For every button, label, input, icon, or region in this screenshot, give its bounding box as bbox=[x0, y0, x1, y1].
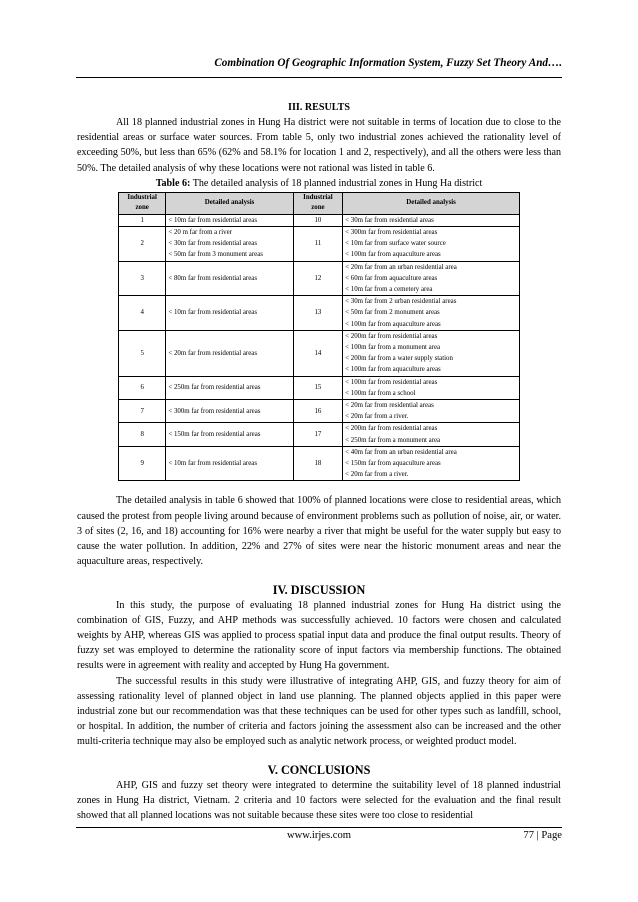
detail-line: < 20m far from residential areas bbox=[168, 349, 258, 357]
conclusions-paragraph: AHP, GIS and fuzzy set theory were integrated to determine the suitability level of 18 planned industrial zones in Hung Ha district, Vietnam. 2 criteria and 10 factors were selected for the evaluation and the final result showed that all planned locations was not suitable because these sites were too close to residential bbox=[77, 779, 561, 821]
detail-line: < 10m far from surface water source bbox=[345, 240, 446, 248]
detail-line: < 20 m far from a river bbox=[168, 229, 232, 237]
detail-line: < 100m far from aquaculture areas bbox=[345, 251, 441, 259]
table-row bbox=[119, 227, 520, 262]
detail-line: < 200m far from a water supply station bbox=[345, 355, 453, 363]
zone-number-left: 1 bbox=[119, 214, 166, 226]
table-row bbox=[119, 296, 520, 331]
detail-line: < 30m far from 2 urban residential areas bbox=[345, 298, 457, 306]
table-row bbox=[119, 261, 520, 296]
detail-line: < 20m far from a river. bbox=[345, 471, 409, 479]
detail-cell-left bbox=[166, 296, 293, 331]
zone-number-left: 6 bbox=[119, 376, 166, 399]
detail-line: < 10m far from a cemetery area bbox=[345, 286, 433, 294]
detail-cell-right bbox=[343, 330, 520, 376]
table-row bbox=[119, 423, 520, 446]
col-header-analysis-left: Detailed analysis bbox=[166, 192, 293, 214]
zone-number-right: 10 bbox=[293, 214, 342, 226]
discussion-paragraph-1: In this study, the purpose of evaluating 18 planned industrial zones for Hung Ha district using the combination of GIS, Fuzzy, and AHP methods was successfully achieved. 10 factors were chosen and calculated weights by AHP, whereas GIS was applied to process spatial input data and produce the final output results. Theory of fuzzy set was employed to determine the rationality score of input factors via membership functions. The obtained results were in agreement with reality and accepted by Hung Ha government. bbox=[77, 599, 561, 672]
detail-line: < 30m far from residential areas bbox=[345, 216, 434, 224]
zone-number-right: 14 bbox=[293, 330, 342, 376]
table-caption-label: Table 6: bbox=[155, 177, 191, 189]
detail-line: < 150m far from aquaculture areas bbox=[345, 460, 441, 468]
detail-line: < 50m far from 3 monument areas bbox=[168, 251, 263, 259]
detail-line: < 60m far from aquaculture areas bbox=[345, 274, 438, 282]
detail-line: < 80m far from residential areas bbox=[168, 274, 258, 282]
detail-line: < 10m far from residential areas bbox=[168, 460, 258, 468]
detail-line: < 30m far from residential areas bbox=[168, 240, 258, 248]
detail-line: < 50m far from 2 monument areas bbox=[345, 309, 440, 317]
detail-cell-right bbox=[343, 227, 520, 262]
detail-line: < 300m far from residential areas bbox=[168, 407, 261, 415]
detail-line: < 100m far from aquaculture areas bbox=[345, 366, 441, 374]
detail-cell-right bbox=[343, 376, 520, 399]
detail-line: < 250m far from a monument area bbox=[345, 436, 441, 444]
zone-number-right: 13 bbox=[293, 296, 342, 331]
running-header bbox=[76, 57, 562, 78]
detail-cell-right bbox=[343, 261, 520, 296]
detail-cell-left bbox=[166, 446, 293, 481]
table-header-row bbox=[119, 192, 520, 214]
detail-cell-right bbox=[343, 400, 520, 423]
table-row bbox=[119, 446, 520, 481]
detail-line: < 20m far from a river. bbox=[345, 413, 409, 421]
zone-number-right: 15 bbox=[293, 376, 342, 399]
col-header-zone-left: Industrial zone bbox=[119, 192, 166, 214]
detail-line: < 100m far from a monument area bbox=[345, 344, 441, 352]
zone-number-left: 8 bbox=[119, 423, 166, 446]
zone-number-right: 11 bbox=[293, 227, 342, 262]
detail-line: < 200m far from residential areas bbox=[345, 332, 438, 340]
detail-cell-right bbox=[343, 296, 520, 331]
table-caption-text: The detailed analysis of 18 planned industrial zones in Hung Ha district bbox=[192, 177, 483, 189]
detail-line: < 150m far from residential areas bbox=[168, 431, 261, 439]
discussion-paragraph-2: The successful results in this study were illustrative of integrating AHP, GIS, and fuzzy theory for aim of assessing rationality level of planned object in land use planning. The planned objects applied in this paper were industrial zone but our recommendation was that these techniques can be used for other types such as landfill, school, or hospital. In addition, the number of criteria and factors joining the assessment also can be increased and the other multi-criteria technique may also be employed such as analytic network process, or weighted product model. bbox=[77, 675, 561, 748]
zone-number-left: 7 bbox=[119, 400, 166, 423]
zone-number-right: 12 bbox=[293, 261, 342, 296]
page-footer bbox=[76, 827, 562, 844]
zone-number-right: 17 bbox=[293, 423, 342, 446]
table-row bbox=[119, 376, 520, 399]
detail-line: < 10m far from residential areas bbox=[168, 309, 258, 317]
analysis-table bbox=[118, 192, 520, 482]
col-header-zone-right: Industrial zone bbox=[293, 192, 342, 214]
detail-cell-left bbox=[166, 400, 293, 423]
detail-line: < 250m far from residential areas bbox=[168, 384, 261, 392]
analysis-paragraph: The detailed analysis in table 6 showed that 100% of planned locations were close to residential areas, which caused the protest from people living around because of environment problems such as pollution of noise, air, or water. 3 of sites (2, 16, and 18) accounting for 16% were nearby a river that might be useful for the water supply but easy to cause the water pollution. In addition, 22% and 27% of sites were near the historic monument areas and near the aquaculture areas, respectively. bbox=[77, 495, 561, 568]
detail-cell-right bbox=[343, 423, 520, 446]
detail-cell-left bbox=[166, 261, 293, 296]
detail-cell-left bbox=[166, 376, 293, 399]
detail-line: < 200m far from residential areas bbox=[345, 425, 438, 433]
detail-line: < 20m far from an urban residential area bbox=[345, 263, 457, 271]
page-number: 77 | Page bbox=[523, 830, 562, 841]
table-body bbox=[119, 214, 520, 481]
running-title: Combination Of Geographic Information System, Fuzzy Set Theory And…. bbox=[214, 57, 562, 69]
zone-number-left: 9 bbox=[119, 446, 166, 481]
detail-cell-right bbox=[343, 446, 520, 481]
detail-line: < 40m far from an urban residential area bbox=[345, 448, 457, 456]
detail-line: < 300m far from residential areas bbox=[345, 229, 438, 237]
detail-cell-left bbox=[166, 214, 293, 226]
journal-url: www.irjes.com bbox=[286, 830, 352, 841]
zone-number-left: 4 bbox=[119, 296, 166, 331]
zone-number-left: 3 bbox=[119, 261, 166, 296]
detail-line: < 100m far from aquaculture areas bbox=[345, 320, 441, 328]
detail-cell-left bbox=[166, 330, 293, 376]
detail-cell-left bbox=[166, 227, 293, 262]
discussion-heading: IV. DISCUSSION bbox=[272, 582, 366, 597]
table-row bbox=[119, 400, 520, 423]
detail-cell-left bbox=[166, 423, 293, 446]
table-row bbox=[119, 330, 520, 376]
detail-cell-right bbox=[343, 214, 520, 226]
zone-number-right: 16 bbox=[293, 400, 342, 423]
results-heading: III. RESULTS bbox=[288, 102, 350, 113]
detail-line: < 100m far from a school bbox=[345, 389, 416, 397]
table-row bbox=[119, 214, 520, 226]
conclusions-heading: V. CONCLUSIONS bbox=[267, 762, 371, 777]
zone-number-left: 2 bbox=[119, 227, 166, 262]
page-content bbox=[77, 100, 561, 823]
detail-line: < 20m far from residential areas bbox=[345, 402, 434, 410]
detail-line: < 100m far from residential areas bbox=[345, 378, 438, 386]
zone-number-right: 18 bbox=[293, 446, 342, 481]
results-paragraph: All 18 planned industrial zones in Hung Ha district were not suitable in terms of location due to close to the residential areas or surface water sources. From table 5, only two industrial zones achieved the rationality level of exceeding 50%, but less than 65% (62% and 58.1% for location 1 and 2, respectively), and all the others were less than 50%. The detailed analysis of why these locations were not rational was listed in table 6. bbox=[77, 117, 561, 174]
zone-number-left: 5 bbox=[119, 330, 166, 376]
col-header-analysis-right: Detailed analysis bbox=[343, 192, 520, 214]
detail-line: < 10m far from residential areas bbox=[168, 216, 258, 224]
table-caption bbox=[77, 176, 561, 191]
